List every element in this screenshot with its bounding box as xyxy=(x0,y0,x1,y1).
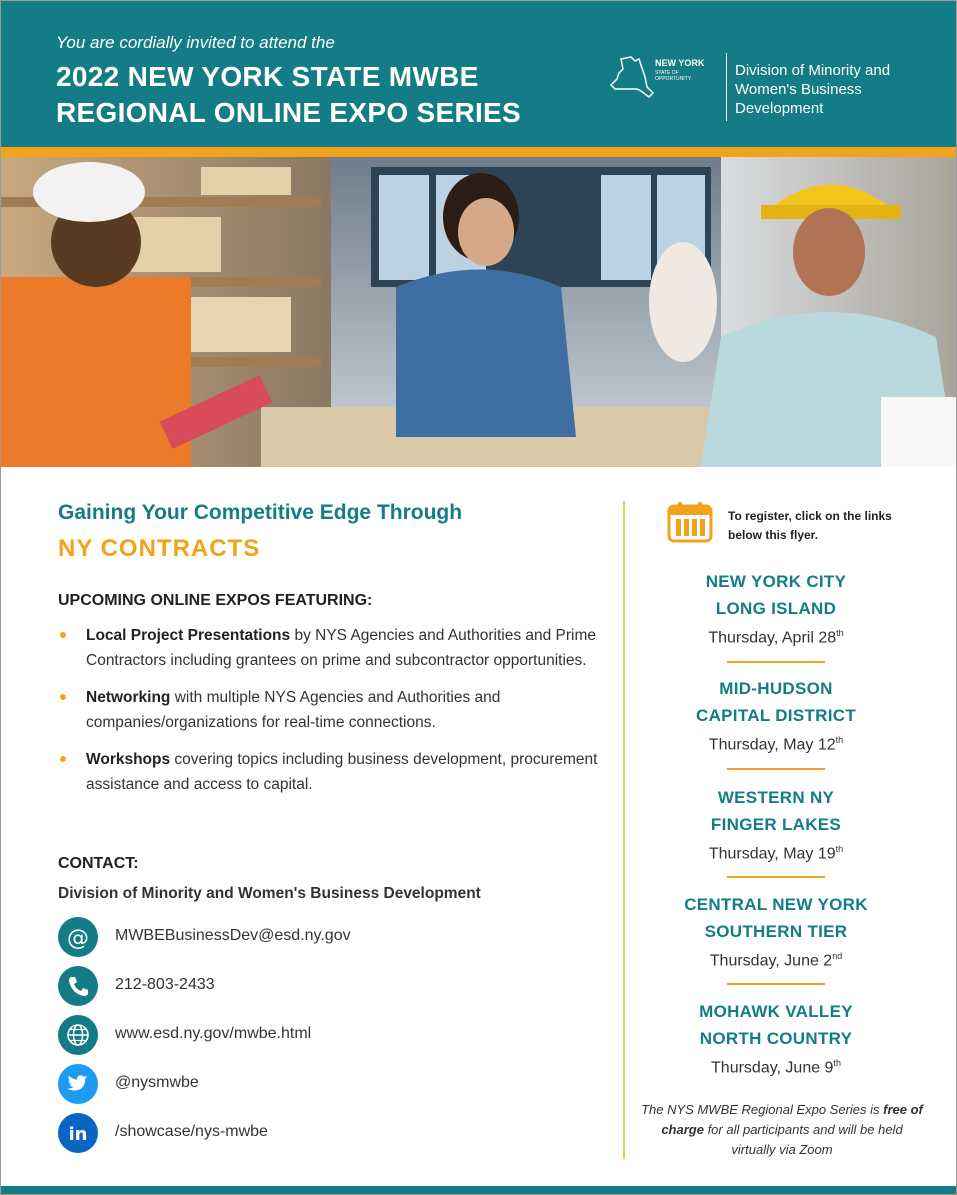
bullet-icon xyxy=(60,694,66,700)
division-name: Division of Minority and Women's Business Development xyxy=(735,62,891,117)
region-separator xyxy=(727,876,825,878)
ny-contracts-heading: NY CONTRACTS xyxy=(58,535,261,562)
footer-bar xyxy=(1,1186,956,1194)
register-note: To register, click on the links below this flyer. xyxy=(728,509,892,542)
list-item xyxy=(58,685,618,735)
header-banner xyxy=(1,1,956,147)
region-name-line1[interactable]: MID-HUDSON xyxy=(719,679,833,698)
contact-heading: CONTACT: xyxy=(58,855,139,872)
region-date xyxy=(641,1052,911,1079)
twitter-handle[interactable]: @nysmwbe xyxy=(115,1074,199,1091)
twitter-icon xyxy=(58,1064,98,1104)
calendar-icon xyxy=(667,501,713,548)
region-separator xyxy=(727,661,825,663)
upcoming-heading: UPCOMING ONLINE EXPOS FEATURING: xyxy=(58,592,373,609)
region-date-text: Thursday, May 19 xyxy=(708,845,836,863)
contact-linkedin[interactable] xyxy=(58,1113,558,1155)
region-name-line1[interactable]: MOHAWK VALLEY xyxy=(699,1002,853,1021)
region-date xyxy=(641,729,911,756)
column-divider xyxy=(623,501,625,1159)
title-line-2: REGIONAL ONLINE EXPO SERIES xyxy=(56,97,522,128)
logo-state-name: NEW YORK xyxy=(655,58,705,68)
website-link[interactable]: www.esd.ny.gov/mwbe.html xyxy=(115,1025,312,1042)
contact-twitter[interactable] xyxy=(58,1064,558,1106)
footnote-pre: The NYS MWBE Regional Expo Series is xyxy=(641,1102,884,1117)
nys-logo xyxy=(609,51,929,121)
date-suffix: th xyxy=(835,735,844,745)
region-name-line2[interactable]: SOUTHERN TIER xyxy=(704,922,848,941)
region-item[interactable] xyxy=(641,784,911,865)
feature-bold: Networking xyxy=(86,689,171,706)
at-icon xyxy=(58,917,98,957)
date-suffix: th xyxy=(835,844,844,854)
region-item[interactable] xyxy=(641,675,911,756)
region-name-line2[interactable]: CAPITAL DISTRICT xyxy=(696,706,856,725)
logo-tagline: STATE OF OPPORTUNITY. xyxy=(655,70,692,82)
svg-text:@: @ xyxy=(67,926,89,951)
bullet-icon xyxy=(60,632,66,638)
region-item[interactable] xyxy=(641,891,911,972)
subtitle: Gaining Your Competitive Edge Through xyxy=(58,501,463,524)
accent-bar xyxy=(1,147,956,157)
date-suffix: th xyxy=(833,1058,841,1068)
region-date xyxy=(641,945,911,972)
region-name-line2[interactable]: FINGER LAKES xyxy=(710,815,842,834)
region-item[interactable] xyxy=(641,568,911,649)
region-item[interactable] xyxy=(641,998,911,1079)
footnote-post: for all participants and will be held virtually via Zoom xyxy=(703,1122,903,1157)
region-separator xyxy=(727,768,825,770)
linkedin-icon xyxy=(58,1113,98,1153)
region-date-text: Thursday, June 9 xyxy=(711,1059,834,1077)
date-suffix: nd xyxy=(832,951,843,961)
contact-org: Division of Minority and Women's Business Development xyxy=(58,885,481,902)
feature-bold: Local Project Presentations xyxy=(86,627,291,644)
hero-photo xyxy=(1,157,956,467)
feature-list xyxy=(58,623,618,809)
new-york-state-map-icon xyxy=(609,55,655,99)
phone-icon xyxy=(58,966,98,1006)
feature-bold: Workshops xyxy=(86,751,171,768)
region-name-line1[interactable]: NEW YORK CITY xyxy=(705,572,847,591)
bullet-icon xyxy=(60,756,66,762)
email-link[interactable]: MWBEBusinessDev@esd.ny.gov xyxy=(115,927,351,944)
region-name-line1[interactable]: WESTERN NY xyxy=(717,788,835,807)
list-item xyxy=(58,623,618,673)
feature-text: with multiple NYS Agencies and Authorities and companies/organizations for real-time connections. xyxy=(86,689,501,731)
globe-icon xyxy=(58,1015,98,1055)
phone-number[interactable]: 212-803-2433 xyxy=(115,976,215,993)
region-date-text: Thursday, May 12 xyxy=(708,736,836,754)
svg-text:in: in xyxy=(68,1124,88,1145)
date-suffix: th xyxy=(836,628,844,638)
region-name-line2[interactable]: NORTH COUNTRY xyxy=(699,1029,853,1048)
region-date xyxy=(641,838,911,865)
region-name-line2[interactable]: LONG ISLAND xyxy=(715,599,837,618)
logo-divider xyxy=(726,53,727,121)
invite-text: You are cordially invited to attend the xyxy=(56,33,335,52)
contact-phone[interactable] xyxy=(58,966,558,1008)
region-date xyxy=(641,622,911,649)
feature-text: covering topics including business development, procurement assistance and access to capital. xyxy=(86,751,598,793)
footnote-bold: free of charge xyxy=(661,1102,923,1137)
feature-text: by NYS Agencies and Authorities and Prime Contractors including grantees on prime and subcontractor opportunities. xyxy=(86,627,597,669)
region-name-line1[interactable]: CENTRAL NEW YORK xyxy=(684,895,868,914)
list-item xyxy=(58,747,618,797)
contact-email[interactable] xyxy=(58,917,558,959)
region-date-text: Thursday, June 2 xyxy=(709,952,833,970)
region-date-text: Thursday, April 28 xyxy=(708,629,837,647)
title-line-1: 2022 NEW YORK STATE MWBE xyxy=(56,61,479,92)
region-separator xyxy=(727,983,825,985)
footnote xyxy=(641,1100,923,1160)
linkedin-link[interactable]: /showcase/nys-mwbe xyxy=(115,1123,268,1140)
contact-website[interactable] xyxy=(58,1015,558,1057)
